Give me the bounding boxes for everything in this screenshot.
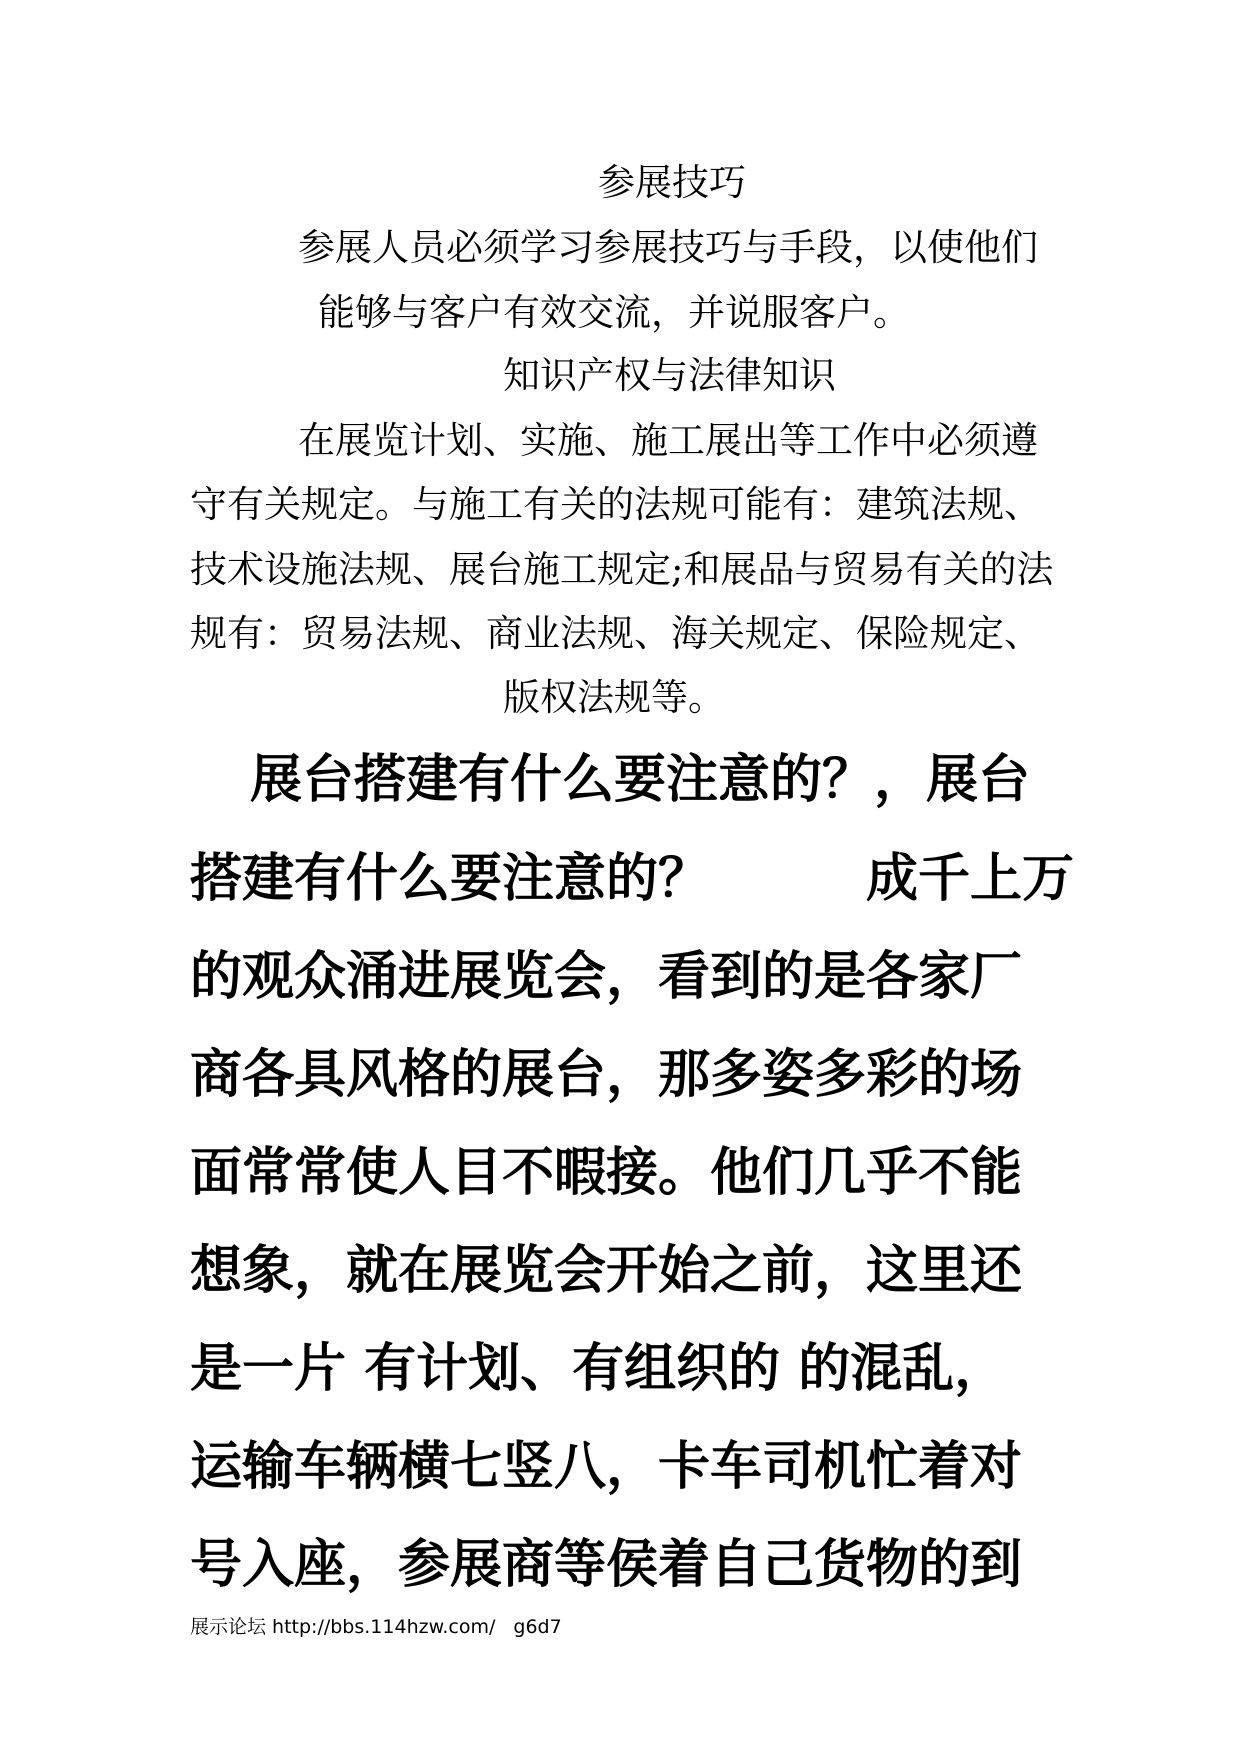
article-line: 搭建有什么要注意的？ 成千上万 (190, 848, 1075, 909)
paragraph-line: 技术设施法规、展台施工规定;和展品与贸易有关的法 (190, 548, 1054, 591)
article-line: 想象，就在展览会开始之前，这里还 (190, 1240, 1023, 1301)
paragraph-line: 规有：贸易法规、商业法规、海关规定、保险规定、 (190, 612, 1041, 655)
article-line: 展台搭建有什么要注意的？，展台 (250, 749, 1031, 810)
section-title-exhibition-skills: 参展技巧 (598, 161, 746, 204)
article-line: 是一片 有计划、有组织的 的混乱， (190, 1338, 1007, 1399)
paragraph-line: 在展览计划、实施、施工展出等工作中必须遵 (298, 419, 1038, 462)
paragraph-line: 能够与客户有效交流，并说服客户。 (318, 291, 910, 334)
paragraph-line: 守有关规定。与施工有关的法规可能有：建筑法规、 (190, 483, 1041, 526)
footer-site-link[interactable]: 展示论坛 http://bbs.114hzw.com/ (190, 1616, 496, 1638)
article-line: 面常常使人目不暇接。他们几乎不能 (190, 1142, 1023, 1203)
article-line: 的观众涌进展览会，看到的是各家厂 (190, 946, 1023, 1007)
section-title-ip-law: 知识产权与法律知识 (503, 354, 836, 397)
article-line: 运输车辆横七竖八，卡车司机忙着对 (190, 1436, 1023, 1497)
article-line: 商各具风格的展台，那多姿多彩的场 (190, 1044, 1023, 1105)
paragraph-line: 版权法规等。 (503, 676, 725, 719)
article-line: 号入座，参展商等侯着自己货物的到 (190, 1534, 1023, 1595)
page-footer (190, 1612, 562, 1639)
paragraph-line: 参展人员必须学习参展技巧与手段，以使他们 (298, 226, 1038, 269)
footer-code: g6d7 (513, 1616, 562, 1638)
